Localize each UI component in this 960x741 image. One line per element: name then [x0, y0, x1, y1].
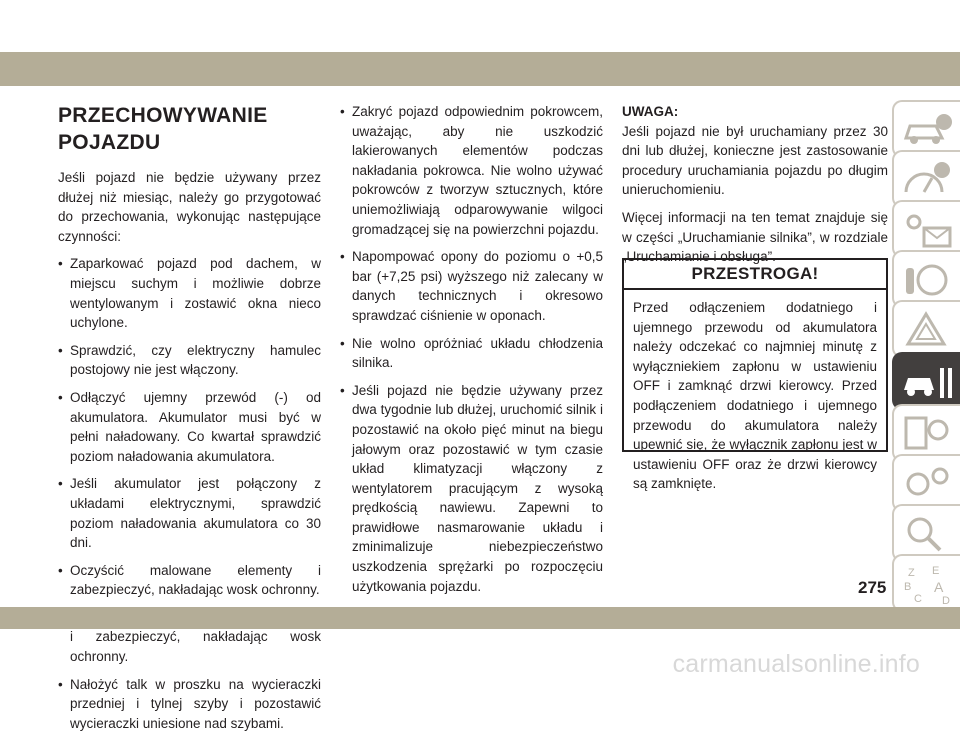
list-item: • Oczyścić malowane elementy i zabezpieczyć, nakładając wosk ochronny. — [58, 561, 321, 600]
tab-emergency[interactable] — [892, 300, 960, 358]
list-item: • Jeśli pojazd nie będzie używany przez dwa tygodnie lub dłużej, uruchomić silnik i pozostawić na około pięć minut na biegu jałowym oraz pozostawić w tym czasie układ klimatyzacji włączony z wentylatorem pracującym z wysoką prędkością nawiewu. Zapewni to prawidłowe nasmarowanie układu i zminimalizuje niebezpieczeństwo uszkodzenia sprężarki po rozpoczęciu użytkowania pojazdu. — [340, 381, 603, 597]
column-left — [58, 102, 321, 741]
caution-text: Przed odłączeniem dodatniego i ujemnego przewodu od akumulatora należy odczekać co najmniej minutę z wyłączniekiem zapłonu w ustawieniu OFF i zamknąć drzwi kierowcy. Przed podłączeniem dodatniego i ujemnego przewodu do akumulatora należy upewnić się, że wyłącznik zapłonu jest w ustawieniu OFF oraz że drzwi kierowcy są zamknięte. — [633, 300, 877, 492]
svg-text:A: A — [934, 579, 944, 595]
list-item: • Zakryć pojazd odpowiednim pokrowcem, uważając, aby nie uszkodzić lakierowanych elementów podczas nakładania pokrowca. Nie wolno używać pokrowców z tworzyw sztucznych, które uniemożliwiają odparowywanie wilgoci gromadzącej się na powierzchni pojazdu. — [340, 102, 603, 239]
svg-text:D: D — [942, 595, 950, 606]
multimedia-gear-icon — [900, 462, 956, 506]
header-band — [0, 52, 960, 86]
svg-text:C: C — [914, 593, 922, 605]
list-item: • i zabezpieczyć, nakładając wosk ochronny. — [58, 608, 321, 667]
note-text: Jeśli pojazd nie był uruchamiany przez 30 dni lub dłużej, konieczne jest zastosowanie procedury uruchamiania pojazdu po długim unieruchomieniu. — [622, 123, 888, 198]
airbag-steering-icon — [900, 258, 956, 302]
note-reference: Więcej informacji na ten temat znajduje się w części „Uruchamianie silnika”, w rozdziale „Uruchamianie i obsługa”. — [622, 209, 888, 265]
page-number: 275 — [858, 578, 887, 597]
watermark: carmanualsonline.info — [672, 650, 920, 678]
list-item: • Jeśli akumulator jest połączony z układami elektrycznymi, sprawdzić poziom naładowania akumulatora co 30 dni. — [58, 474, 321, 552]
svg-text:B: B — [904, 581, 912, 593]
svg-text:E: E — [932, 565, 940, 577]
intro-paragraph: Jeśli pojazd nie będzie używany przez dłużej niż miesiąc, należy go przygotować do przechowania, wykonując następujące czynności: — [58, 170, 321, 244]
tab-index[interactable] — [892, 554, 960, 612]
caution-box — [622, 258, 888, 492]
column-right — [622, 102, 888, 275]
storage-steps-list — [58, 254, 321, 733]
section-title: PRZECHOWYWANIE POJAZDU — [58, 104, 268, 154]
dashboard-warning-icon — [900, 158, 956, 202]
list-item: • Zaparkować pojazd pod dachem, w miejscu suchym i możliwie dobrze wentylowanym i zostawić okna nieco uchylone. — [58, 254, 321, 332]
search-magnifier-icon — [900, 512, 956, 556]
top-margin — [0, 0, 960, 55]
svg-text:Z: Z — [908, 567, 915, 579]
tab-servicing[interactable] — [892, 352, 960, 410]
specifications-gear-icon — [900, 412, 956, 456]
car-service-tools-icon — [900, 360, 956, 404]
hazard-road-icon — [900, 308, 956, 352]
column-middle — [340, 102, 603, 604]
car-info-icon — [900, 108, 956, 152]
alphabetical-index-icon — [900, 562, 956, 606]
caution-title: PRZESTROGA! — [624, 260, 886, 290]
storage-steps-list-continued — [340, 102, 603, 596]
list-item: • Nałożyć talk w proszku na wycieraczki przedniej i tylnej szyby i pozostawić wycieraczki uniesione nad szybami. — [58, 675, 321, 734]
list-item: • Odłączyć ujemny przewód (-) od akumulatora. Akumulator musi być w pełni naładowany. Co kwartał sprawdzić poziom naładowania akumulatora. — [58, 388, 321, 466]
light-message-icon — [900, 208, 956, 252]
note-heading: UWAGA: — [622, 104, 679, 119]
footer-band — [0, 607, 960, 629]
list-item: • Nie wolno opróżniać układu chłodzenia silnika. — [340, 334, 603, 373]
list-item: • Sprawdzić, czy elektryczny hamulec postojowy nie jest włączony. — [58, 341, 321, 380]
list-item: • Napompować opony do poziomu o +0,5 bar (+7,25 psi) wyższego niż zalecany w danych technicznych i okresowo sprawdzać ciśnienie w oponach. — [340, 247, 603, 325]
